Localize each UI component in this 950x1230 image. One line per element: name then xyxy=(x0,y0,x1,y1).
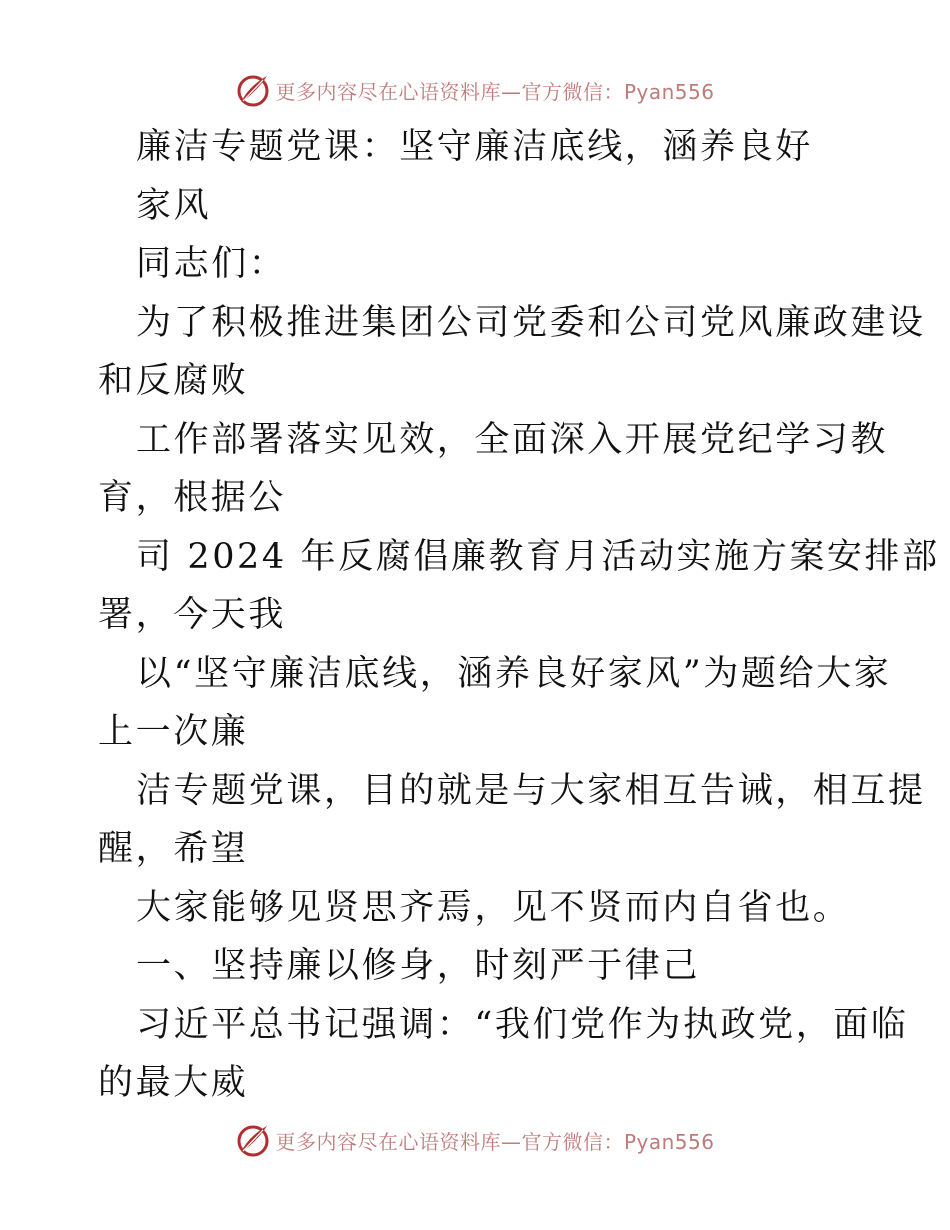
feather-pen-circle-icon xyxy=(235,72,271,108)
paragraph-line: 上一次廉 xyxy=(98,712,249,752)
paragraph-line: 醒，希望 xyxy=(98,829,249,869)
paragraph-line: 习近平总书记强调：“我们党作为执政党，面临 xyxy=(136,1004,909,1045)
document-body xyxy=(98,118,940,1113)
paragraph-line: 和反腐败 xyxy=(98,361,249,401)
paragraph-line: 洁专题党课，目的就是与大家相互告诫，相互提 xyxy=(136,770,926,811)
banner-text: 更多内容尽在心语资料库—官方微信：Pyan556 xyxy=(275,79,715,104)
paragraph-line: 育，根据公 xyxy=(98,478,287,518)
document-title-cont: 家风 xyxy=(136,185,212,226)
paragraph-line: 署，今天我 xyxy=(98,595,287,635)
feather-pen-circle-icon xyxy=(235,1122,271,1158)
paragraph-line: 大家能够见贤思齐焉，见不贤而内自省也。 xyxy=(136,887,851,928)
paragraph-line: 司 2024 年反腐倡廉教育月活动实施方案安排部 xyxy=(136,536,940,577)
section-heading: 一、坚持廉以修身，时刻严于律己 xyxy=(136,946,701,986)
banner-text: 更多内容尽在心语资料库—官方微信：Pyan556 xyxy=(275,1129,715,1154)
paragraph-line: 工作部署落实见效，全面深入开展党纪学习教 xyxy=(136,419,889,460)
paragraph-line: 以“坚守廉洁底线，涵养良好家风”为题给大家 xyxy=(136,653,892,694)
header-banner xyxy=(0,68,950,112)
salutation: 同志们： xyxy=(136,244,287,284)
paragraph-line: 为了积极推进集团公司党委和公司党风廉政建设 xyxy=(136,302,926,343)
paragraph-line: 的最大威 xyxy=(98,1063,249,1103)
document-title: 廉洁专题党课：坚守廉洁底线，涵养良好 xyxy=(136,127,813,167)
footer-banner xyxy=(0,1118,950,1162)
